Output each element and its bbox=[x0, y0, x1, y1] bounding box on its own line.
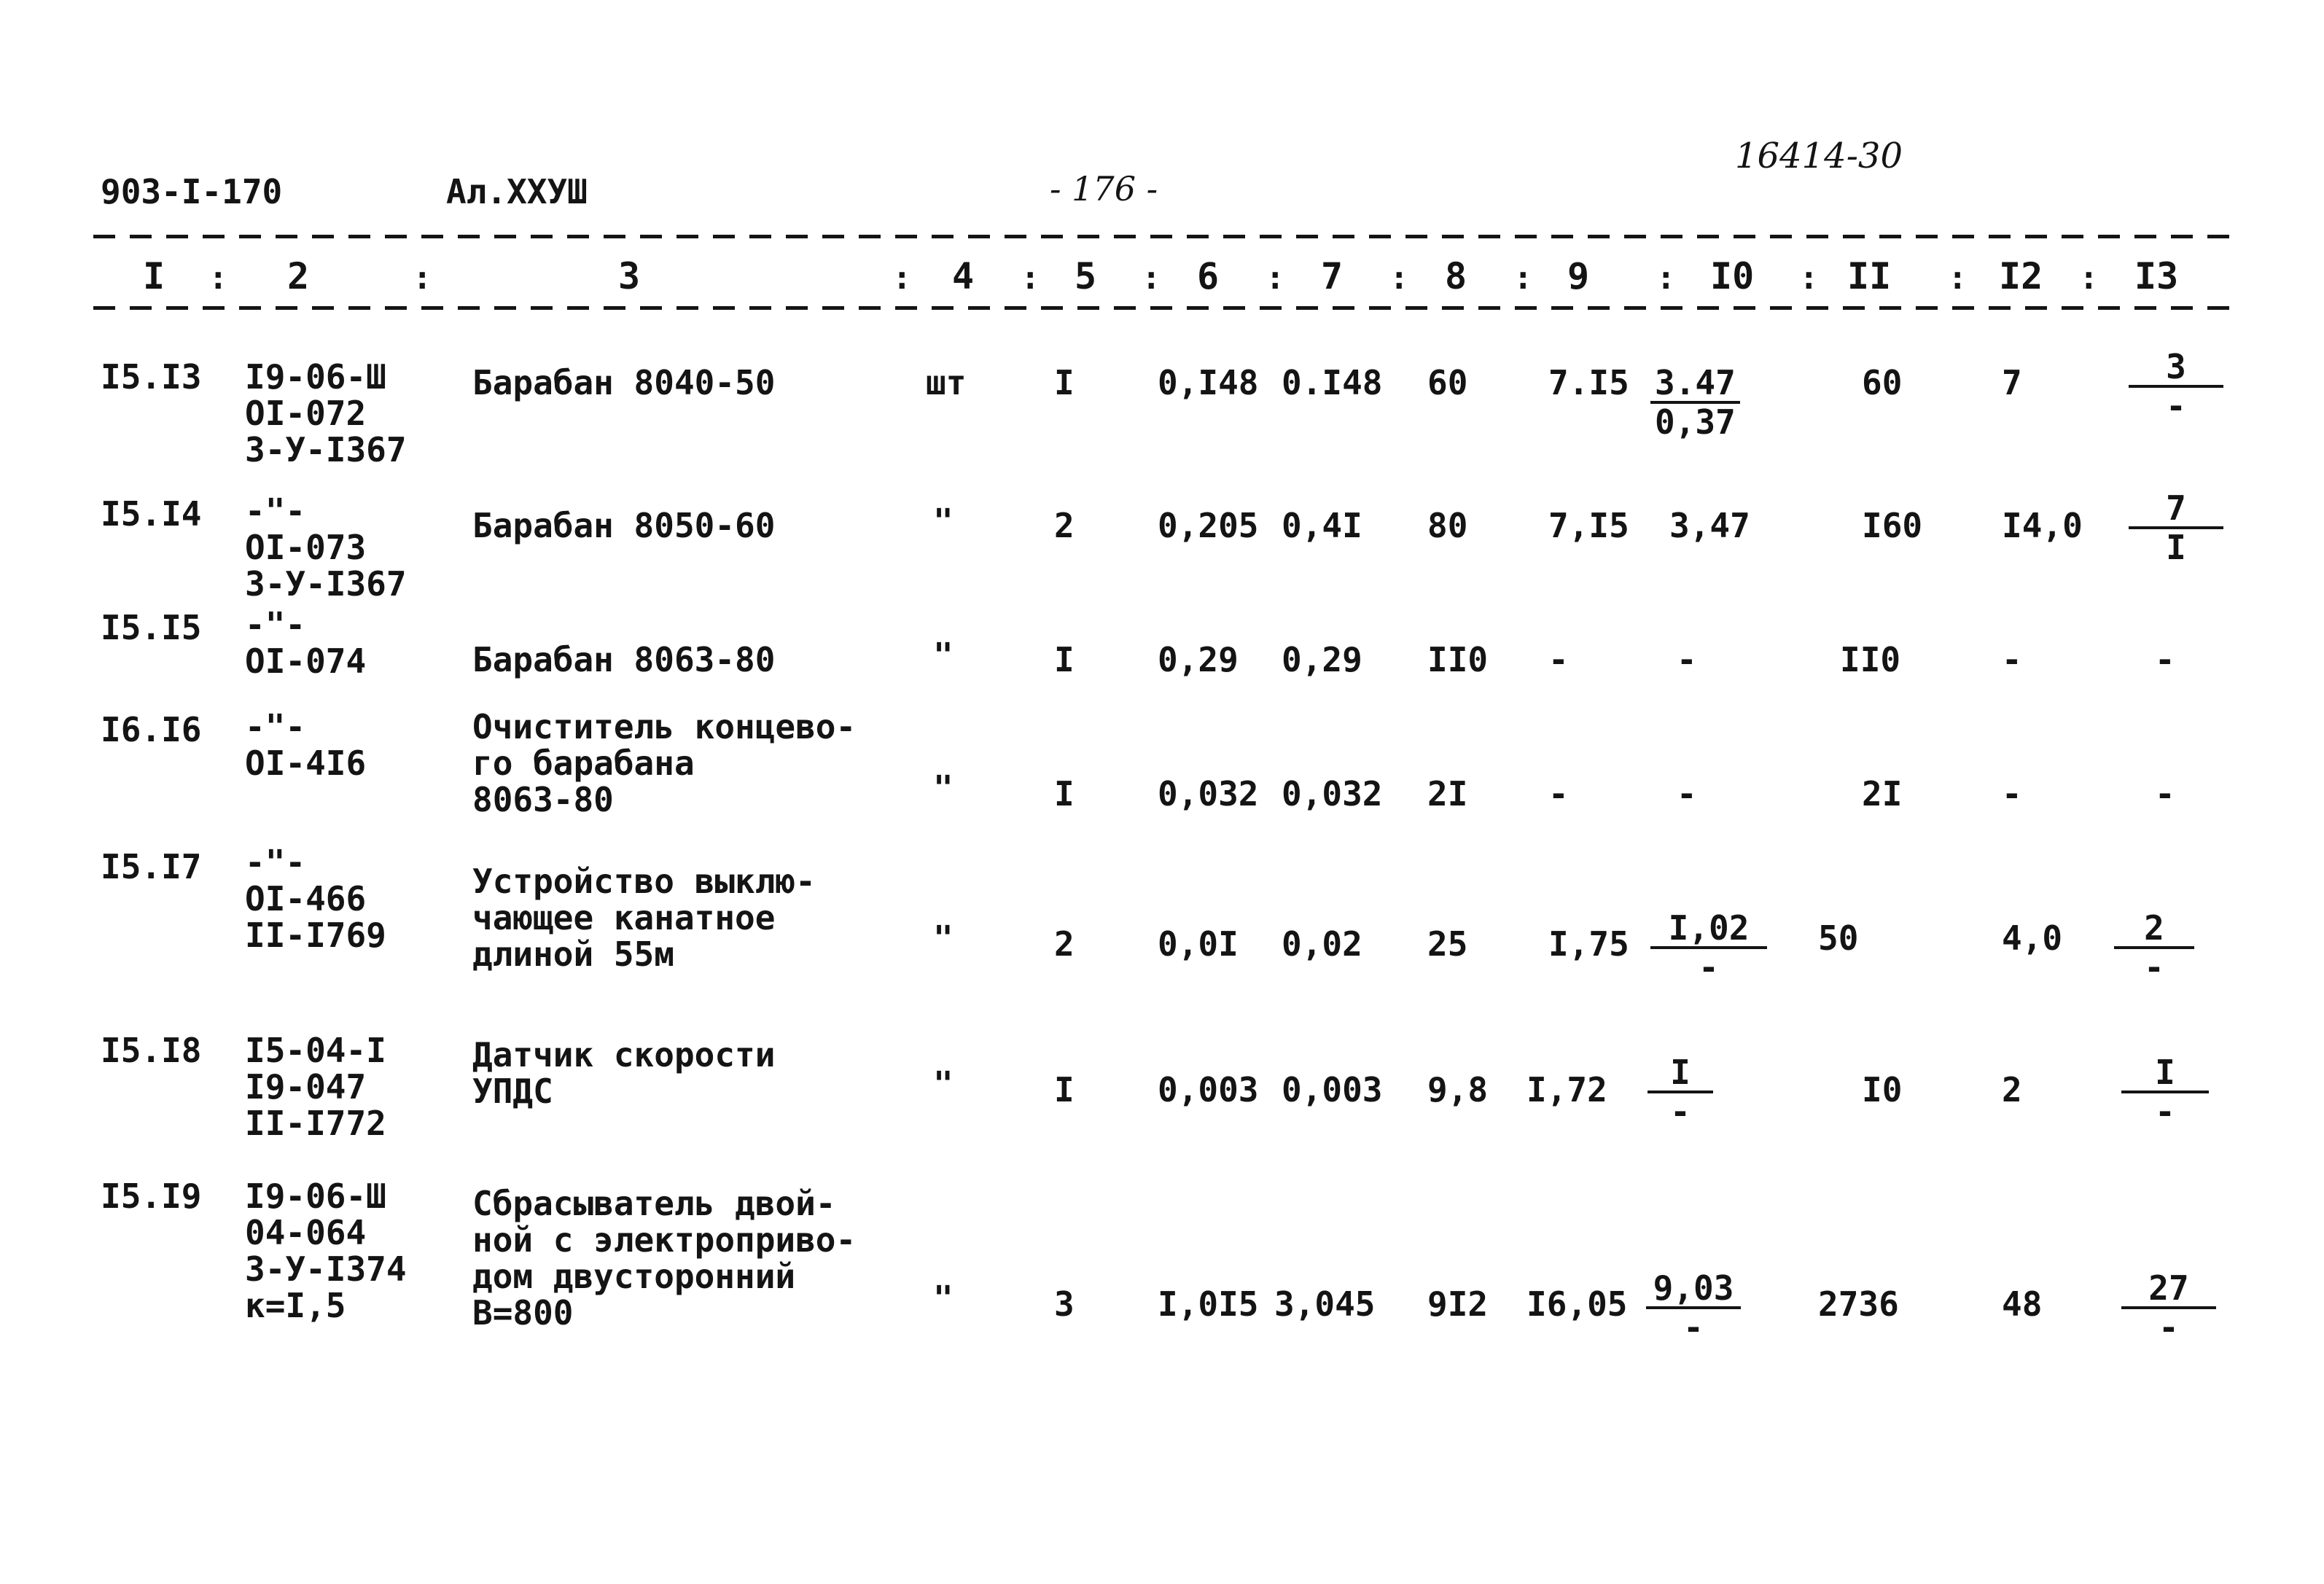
item-name: Барабан 8040-50 bbox=[472, 363, 776, 402]
reference-code: I5-04-I I9-047 II-I772 bbox=[245, 1031, 386, 1143]
col13-numerator: 7 bbox=[2129, 490, 2223, 529]
col13-numerator: 27 bbox=[2121, 1270, 2216, 1309]
col11-value: II0 bbox=[1840, 640, 1901, 679]
table-header-rule bbox=[93, 306, 2244, 310]
reference-code: -"- OI-466 II-I769 bbox=[245, 843, 386, 955]
reference-code: I9-06-Ш 04-064 3-У-I374 к=I,5 bbox=[245, 1177, 407, 1325]
col12-value: I4,0 bbox=[2002, 506, 2083, 545]
col8-value: 60 bbox=[1427, 363, 1468, 402]
quantity: I bbox=[1054, 1070, 1075, 1109]
row-number: I5.I9 bbox=[101, 1177, 202, 1216]
col12-value: 7 bbox=[2002, 363, 2022, 402]
column-separator: : bbox=[1266, 260, 1285, 297]
column-header: I bbox=[143, 255, 165, 297]
unit: " bbox=[933, 1064, 954, 1104]
col10-numerator: 9,03 bbox=[1646, 1270, 1741, 1309]
col6-value: 0,003 bbox=[1158, 1070, 1259, 1109]
column-separator: : bbox=[2079, 260, 2099, 297]
row-number: I5.I4 bbox=[101, 494, 202, 534]
col10-numerator: 3.47 bbox=[1650, 364, 1740, 404]
col10-fraction bbox=[1648, 1054, 1713, 1130]
col12-value: - bbox=[2002, 774, 2022, 814]
album-number: Ал.XXУШ bbox=[446, 172, 588, 211]
document-code: 903-I-170 bbox=[101, 172, 283, 211]
row-number: I6.I6 bbox=[101, 710, 202, 749]
column-header: I0 bbox=[1710, 255, 1755, 297]
col8-value: 25 bbox=[1427, 924, 1468, 964]
col13-denominator: - bbox=[2166, 386, 2186, 426]
col8-value: 80 bbox=[1427, 506, 1468, 545]
col13-fraction bbox=[2114, 910, 2194, 986]
col9-value: I,72 bbox=[1526, 1070, 1607, 1109]
col13-fraction bbox=[2129, 348, 2223, 424]
col13-value: - bbox=[2155, 774, 2175, 814]
item-name: Датчик скорости УПДС bbox=[472, 1035, 776, 1111]
col9-value: 7.I5 bbox=[1548, 363, 1629, 402]
column-header: 3 bbox=[618, 255, 641, 297]
col9-value: I6,05 bbox=[1526, 1284, 1628, 1324]
col10-numerator: I bbox=[1648, 1054, 1713, 1093]
column-header: 7 bbox=[1321, 255, 1344, 297]
column-separator: : bbox=[1799, 260, 1819, 297]
column-header: 9 bbox=[1567, 255, 1590, 297]
col13-denominator: - bbox=[2155, 1092, 2175, 1131]
col9-value: - bbox=[1548, 640, 1569, 679]
col10-denominator: - bbox=[1699, 948, 1719, 987]
col7-value: 3,045 bbox=[1274, 1284, 1376, 1324]
quantity: I bbox=[1054, 363, 1075, 402]
col13-fraction bbox=[2129, 490, 2223, 566]
column-separator: : bbox=[1948, 260, 1968, 297]
column-separator: : bbox=[1142, 260, 1161, 297]
col12-value: 48 bbox=[2002, 1284, 2043, 1324]
col7-value: 0,4I bbox=[1282, 506, 1362, 545]
col12-value: - bbox=[2002, 640, 2022, 679]
item-name: Устройство выклю- чающее канатное длиной 55м bbox=[472, 862, 816, 974]
col13-numerator: 3 bbox=[2129, 348, 2223, 388]
col13-fraction bbox=[2121, 1054, 2209, 1130]
column-header: I2 bbox=[1999, 255, 2043, 297]
col11-value: 2I bbox=[1862, 774, 1903, 814]
reference-code: -"- OI-074 bbox=[245, 605, 367, 681]
item-name: Барабан 8050-60 bbox=[472, 506, 776, 545]
col11-value: 50 bbox=[1818, 918, 1859, 958]
col10-value: - bbox=[1677, 640, 1697, 679]
col10-denominator: 0,37 bbox=[1655, 402, 1736, 442]
column-separator: : bbox=[1513, 260, 1533, 297]
quantity: 2 bbox=[1054, 506, 1075, 545]
col8-value: 2I bbox=[1427, 774, 1468, 814]
row-number: I5.I8 bbox=[101, 1031, 202, 1070]
quantity: 2 bbox=[1054, 924, 1075, 964]
col11-value: I0 bbox=[1862, 1070, 1903, 1109]
quantity: 3 bbox=[1054, 1284, 1075, 1324]
column-header: I3 bbox=[2134, 255, 2179, 297]
col7-value: 0,032 bbox=[1282, 774, 1383, 814]
col6-value: 0,I48 bbox=[1158, 363, 1259, 402]
col10-denominator: - bbox=[1670, 1092, 1691, 1131]
unit: " bbox=[933, 1279, 954, 1318]
row-number: I5.I7 bbox=[101, 847, 202, 886]
col11-value: 60 bbox=[1862, 363, 1903, 402]
row-number: I5.I3 bbox=[101, 357, 202, 397]
column-separator: : bbox=[1656, 260, 1676, 297]
col9-value: 7,I5 bbox=[1548, 506, 1629, 545]
unit: " bbox=[933, 768, 954, 808]
column-separator: : bbox=[1021, 260, 1040, 297]
unit: " bbox=[933, 636, 954, 675]
col13-denominator: - bbox=[2159, 1308, 2179, 1347]
col9-value: I,75 bbox=[1548, 924, 1629, 964]
column-separator: : bbox=[892, 260, 912, 297]
col13-numerator: I bbox=[2121, 1054, 2209, 1093]
col12-value: 2 bbox=[2002, 1070, 2022, 1109]
column-separator: : bbox=[1389, 260, 1409, 297]
column-header: 4 bbox=[952, 255, 975, 297]
col13-denominator: - bbox=[2144, 948, 2164, 987]
col6-value: 0,29 bbox=[1158, 640, 1239, 679]
column-header: 2 bbox=[287, 255, 310, 297]
handwritten-id: 16414-30 bbox=[1735, 136, 1903, 176]
col13-denominator: I bbox=[2166, 528, 2186, 567]
col7-value: 0,02 bbox=[1282, 924, 1362, 964]
col10-value: 3,47 bbox=[1669, 506, 1750, 545]
col8-value: 9I2 bbox=[1427, 1284, 1489, 1324]
col6-value: 0,0I bbox=[1158, 924, 1239, 964]
col10-fraction bbox=[1650, 910, 1767, 986]
column-header: 8 bbox=[1445, 255, 1467, 297]
col8-value: 9,8 bbox=[1427, 1070, 1489, 1109]
col13-fraction bbox=[2121, 1270, 2216, 1346]
row-number: I5.I5 bbox=[101, 608, 202, 647]
col13-value: - bbox=[2155, 640, 2175, 679]
col6-value: I,0I5 bbox=[1158, 1284, 1259, 1324]
col10-fraction bbox=[1646, 1270, 1741, 1346]
item-name: Барабан 8063-80 bbox=[472, 640, 776, 679]
item-name: Сбрасыватель двой- ной с электроприво- дом двусторонний В=800 bbox=[472, 1184, 857, 1333]
col7-value: 0,29 bbox=[1282, 640, 1362, 679]
col11-value: I60 bbox=[1862, 506, 1923, 545]
col11-value: 2736 bbox=[1818, 1284, 1899, 1324]
item-name: Очиститель концево- го барабана 8063-80 bbox=[472, 707, 857, 819]
col6-value: 0,032 bbox=[1158, 774, 1259, 814]
table-top-rule bbox=[93, 235, 2244, 238]
column-header: 5 bbox=[1075, 255, 1097, 297]
col9-value: - bbox=[1548, 774, 1569, 814]
unit: " bbox=[933, 918, 954, 958]
col13-numerator: 2 bbox=[2114, 910, 2194, 949]
quantity: I bbox=[1054, 774, 1075, 814]
col12-value: 4,0 bbox=[2002, 918, 2063, 958]
col7-value: 0,003 bbox=[1282, 1070, 1383, 1109]
unit: шт bbox=[926, 363, 967, 402]
col10-denominator: - bbox=[1683, 1308, 1704, 1347]
column-separator: : bbox=[208, 260, 228, 297]
unit: " bbox=[933, 502, 954, 541]
col10-value: - bbox=[1677, 774, 1697, 814]
reference-code: -"- OI-073 3-У-I367 bbox=[245, 491, 407, 604]
column-separator: : bbox=[413, 260, 432, 297]
column-header: II bbox=[1847, 255, 1892, 297]
column-header: 6 bbox=[1197, 255, 1220, 297]
col10-fraction bbox=[1650, 364, 1740, 440]
page-number: - 176 - bbox=[1050, 169, 1158, 208]
col10-numerator: I,02 bbox=[1650, 910, 1767, 949]
quantity: I bbox=[1054, 640, 1075, 679]
col7-value: 0.I48 bbox=[1282, 363, 1383, 402]
reference-code: I9-06-Ш OI-072 3-У-I367 bbox=[245, 357, 407, 469]
reference-code: -"- OI-4I6 bbox=[245, 707, 367, 783]
col6-value: 0,205 bbox=[1158, 506, 1259, 545]
col8-value: II0 bbox=[1427, 640, 1489, 679]
